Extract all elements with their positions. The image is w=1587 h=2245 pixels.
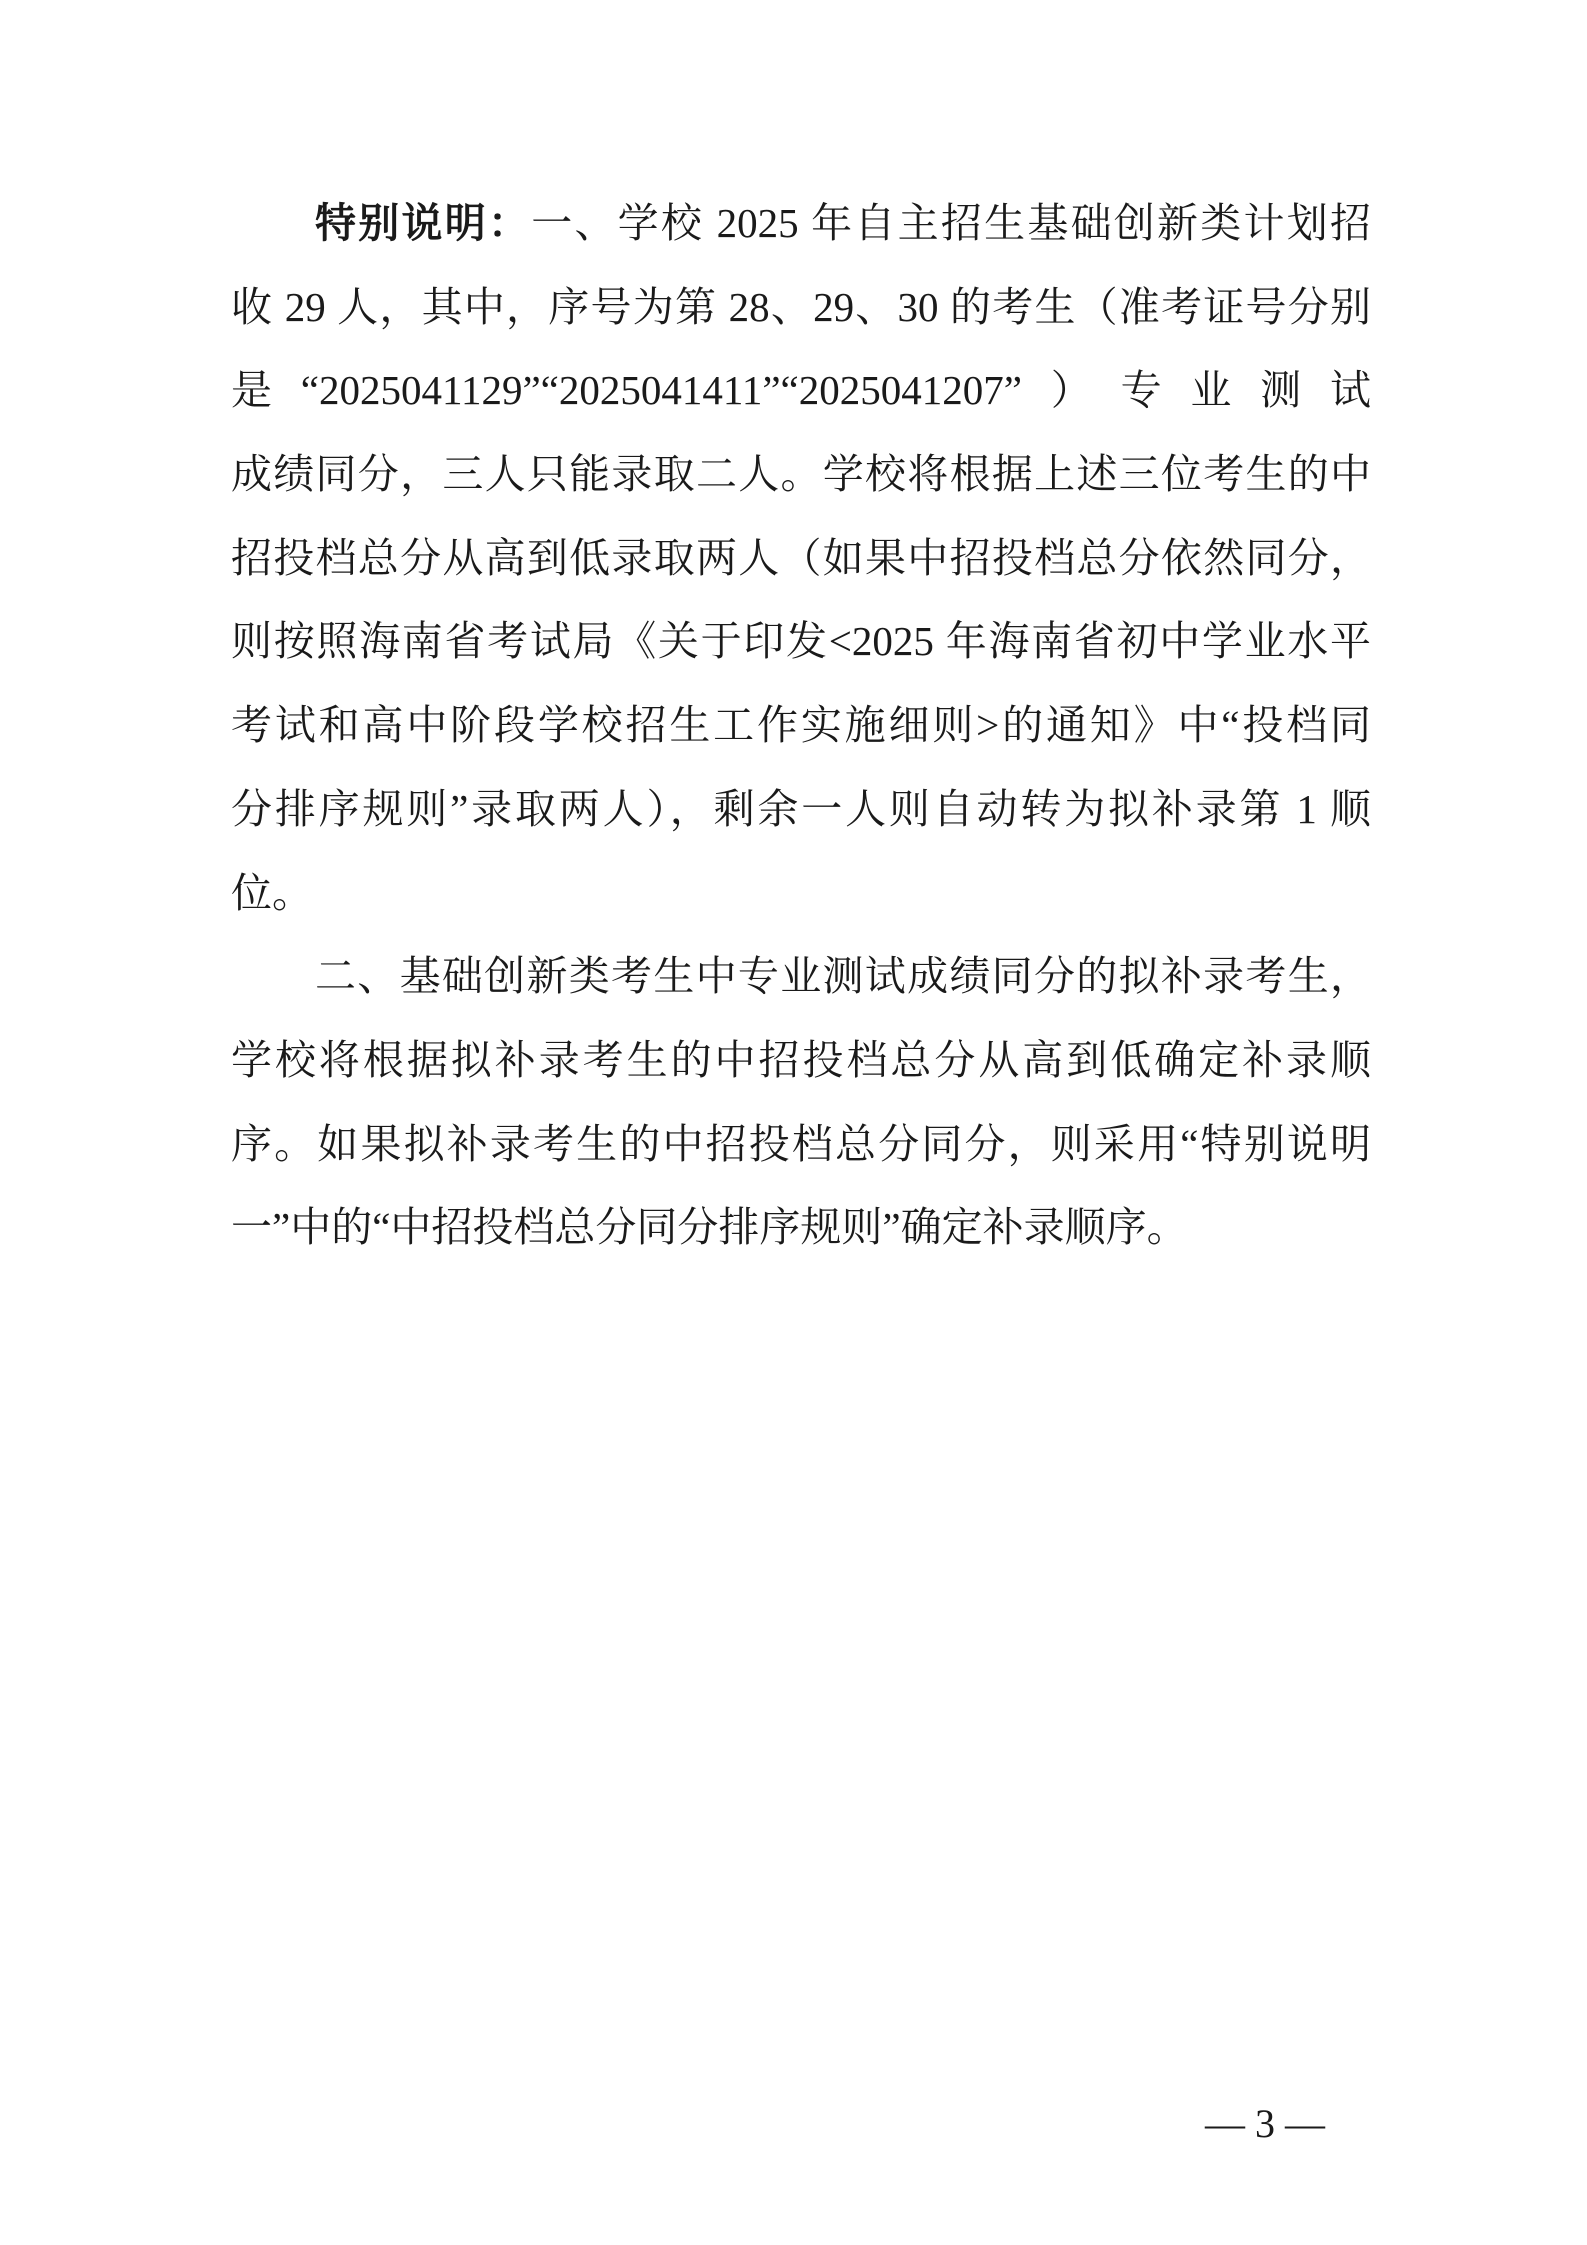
paragraph-1-line-text: 一、学校 2025 年自主招生基础创新类计划招: [531, 200, 1371, 246]
special-note-label: 特别说明：: [315, 199, 532, 247]
paragraph-1-line: 招投档总分从高到低录取两人（如果中招投档总分依然同分，: [231, 534, 1371, 581]
paragraph-1-line: 是“2025041129”“2025041411”“2025041207”）专业测试: [231, 367, 1371, 414]
paragraph-1-line: 则按照海南省考试局《关于印发<2025 年海南省初中学业水平: [231, 618, 1371, 665]
paragraph-1-line: 位。: [231, 869, 313, 916]
page-number: — 3 —: [1205, 2101, 1325, 2146]
paragraph-2-line: 二、基础创新类考生中专业测试成绩同分的拟补录考生，: [315, 953, 1371, 1000]
paragraph-1-line: [231, 182, 1371, 266]
paragraph-2-line: 一”中的“中招投档总分同分排序规则”确定补录顺序。: [231, 1204, 1188, 1251]
paragraph-1-line: 成绩同分，三人只能录取二人。学校将根据上述三位考生的中: [231, 451, 1371, 498]
paragraph-2-line: 序。如果拟补录考生的中招投档总分同分，则采用“特别说明: [231, 1120, 1371, 1167]
paragraph-1-line: 考试和高中阶段学校招生工作实施细则>的通知》中“投档同: [231, 702, 1371, 749]
paragraph-1-line: 分排序规则”录取两人），剩余一人则自动转为拟补录第 1 顺: [231, 785, 1371, 832]
document-body: [231, 182, 1371, 1270]
paragraph-1-line: 收 29 人，其中，序号为第 28、29、30 的考生（准考证号分别: [231, 283, 1371, 330]
paragraph-2-line: 学校将根据拟补录考生的中招投档总分从高到低确定补录顺: [231, 1036, 1371, 1083]
